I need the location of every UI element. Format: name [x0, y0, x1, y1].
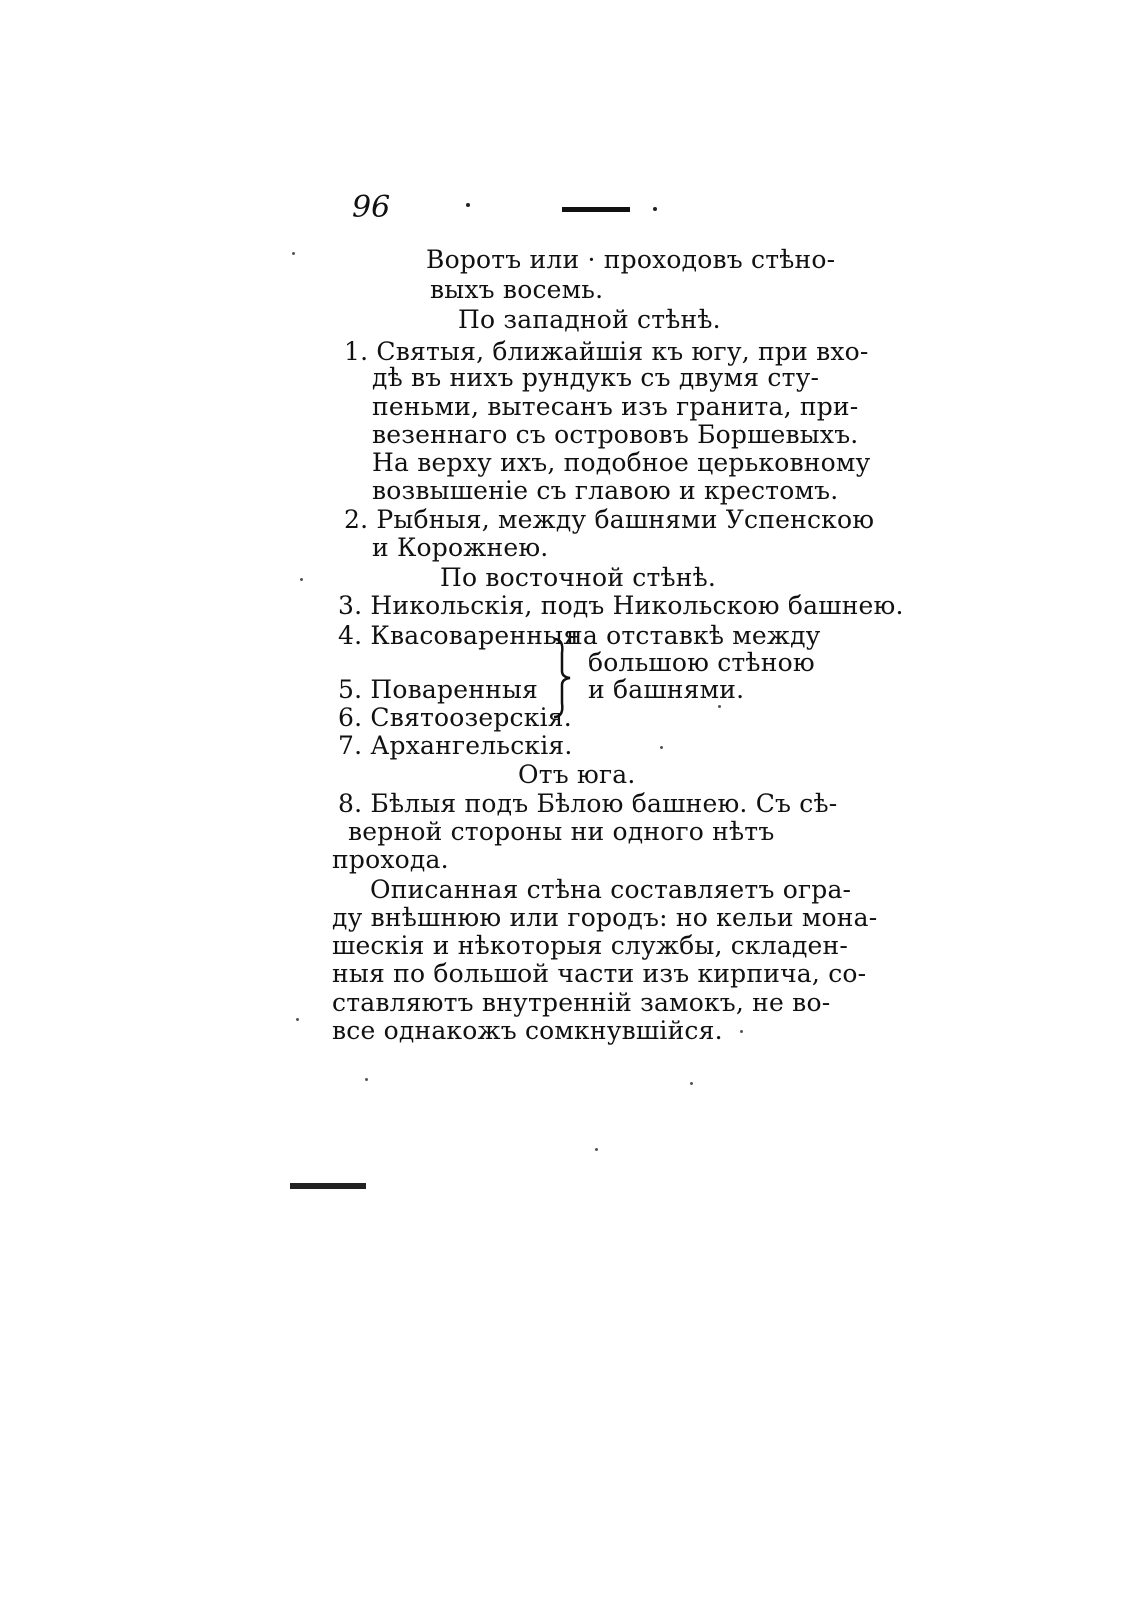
- scan-speck: [595, 1148, 598, 1151]
- text-line: ду внѣшнюю или городъ: но кельи мона-: [332, 903, 878, 932]
- list-item: 1. Святыя, ближайшія къ югу, при вхо-: [344, 337, 869, 366]
- list-item: 2. Рыбныя, между башнями Успенскою: [344, 505, 875, 534]
- scan-speck: [660, 746, 663, 749]
- text-line: шескія и нѣкоторыя службы, складен-: [332, 931, 849, 960]
- text-line: верной стороны ни одного нѣтъ: [348, 817, 775, 846]
- text-line: выхъ восемь.: [430, 275, 604, 304]
- text-line: Воротъ или · проходовъ стѣно-: [426, 245, 836, 274]
- header-ornament-dot: [653, 207, 657, 211]
- scan-speck: [292, 252, 295, 255]
- text-line: пеньми, вытесанъ изъ гранита, при-: [372, 392, 859, 421]
- text-line: и башнями.: [588, 675, 745, 704]
- list-item: 8. Бѣлыя подъ Бѣлою башнею. Съ сѣ-: [338, 789, 838, 818]
- footer-ornament: [290, 1183, 366, 1189]
- text-line: Описанная стѣна составляетъ огра-: [370, 875, 852, 904]
- section-heading: По восточной стѣнѣ.: [440, 563, 717, 592]
- scan-speck: [300, 578, 303, 581]
- list-item: 4. Квасоваренныя: [338, 621, 580, 650]
- section-heading: Отъ юга.: [518, 760, 636, 789]
- scan-speck: [740, 1030, 743, 1033]
- text-line: везеннаго съ острововъ Боршевыхъ.: [372, 420, 859, 449]
- text-line: на отставкѣ между: [566, 621, 821, 650]
- text-line: На верху ихъ, подобное церьковному: [372, 448, 871, 477]
- list-item: 3. Никольскія, подъ Никольскою башнею.: [338, 591, 904, 620]
- scan-speck: [690, 1082, 693, 1085]
- text-line: возвышеніе съ главою и крестомъ.: [372, 476, 839, 505]
- list-item: 7. Архангельскія.: [338, 731, 573, 760]
- page-number: 96: [352, 190, 391, 225]
- text-line: большою стѣною: [588, 648, 815, 677]
- text-line: ставляютъ внутренній замокъ, не во-: [332, 988, 831, 1017]
- text-line: все однакожъ сомкнувшійся.: [332, 1016, 723, 1045]
- scan-speck: [365, 1078, 368, 1081]
- header-ornament-rule: [562, 207, 630, 212]
- list-item: 5. Поваренныя: [338, 675, 539, 704]
- scan-speck: [296, 1018, 299, 1021]
- text-line: ныя по большой части изъ кирпича, со-: [332, 959, 867, 988]
- text-line: дѣ въ нихъ рундукъ съ двумя сту-: [372, 363, 820, 392]
- header-ornament-dot: [466, 203, 470, 207]
- text-line: прохода.: [332, 845, 449, 874]
- text-line: и Корожнею.: [372, 533, 549, 562]
- section-heading: По западной стѣнѣ.: [458, 305, 721, 334]
- list-item: 6. Святоозерскія.: [338, 703, 572, 732]
- scan-speck: [718, 705, 721, 708]
